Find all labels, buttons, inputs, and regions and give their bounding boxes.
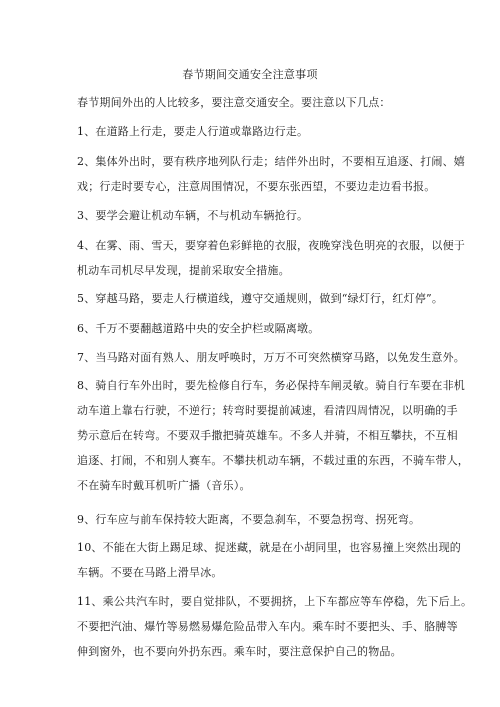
item-7-line-1: 7、当马路对面有熟人、朋友呼唤时，万万不可突然横穿马路，以免发生意外。 xyxy=(77,351,465,364)
item-4 xyxy=(77,233,465,283)
item-8-line-4: 追逐、打闹，不和别人赛车。不攀扶机动车辆，不载过重的东西，不骑车带人， xyxy=(77,454,469,467)
item-10-line-1: 10、不能在大街上踢足球、捉迷藏，就是在小胡同里，也容易撞上突然出现的 xyxy=(77,541,461,554)
item-9-line-1: 9、行车应与前车保持较大距离，不要急刹车，不要急拐弯、拐死弯。 xyxy=(77,513,421,526)
item-1 xyxy=(77,119,437,144)
intro-line: 春节期间外出的人比较多，要注意交通安全。要注意以下几点： xyxy=(77,96,391,109)
item-5 xyxy=(77,286,444,311)
item-11-line-1: 11、乘公共汽车时，要自觉排队，不要拥挤，上下车都应等车停稳，先下后上。 xyxy=(77,595,473,608)
item-8 xyxy=(77,373,469,498)
item-8-line-3: 势示意后在转弯。不要双手撒把骑英雄车。不多人并骑，不相互攀扶，不互相 xyxy=(77,429,458,442)
item-3 xyxy=(77,203,437,228)
item-2 xyxy=(77,149,465,199)
document-title: 春节期间交通安全注意事项 xyxy=(182,68,318,81)
item-11-line-3: 伸到窗外，也不要向外扔东西。乘车时，要注意保护自己的物品。 xyxy=(77,645,402,658)
item-2-line-1: 2、集体外出时，要有秩序地列队行走；结伴外出时，不要相互追逐、打闹、嬉 xyxy=(77,155,465,168)
item-8-line-1: 8、骑自行车外出时，要先检修自行车，务必保持车闸灵敏。骑自行车要在非机 xyxy=(77,379,465,392)
item-4-line-2: 机动车司机尽早发现，提前采取安全措施。 xyxy=(77,264,290,277)
item-1-line-1: 1、在道路上行走，要走人行道或靠路边行走。 xyxy=(77,125,309,138)
item-2-line-2: 戏；行走时要专心，注意周围情况，不要东张西望，不要边走边看书报。 xyxy=(77,180,436,193)
item-7 xyxy=(77,345,465,370)
item-10 xyxy=(77,535,461,585)
item-3-line-1: 3、要学会避让机动车辆，不与机动车辆抢行。 xyxy=(77,209,309,222)
item-6 xyxy=(77,316,437,341)
intro-paragraph xyxy=(77,90,437,115)
item-5-line-1: 5、穿越马路，要走人行横道线，遵守交通规则，做到“绿灯行，红灯停”。 xyxy=(77,292,444,305)
item-11-line-2: 不要把汽油、爆竹等易燃易爆危险品带入车内。乘车时不要把头、手、胳膊等 xyxy=(77,620,458,633)
item-9 xyxy=(77,507,437,532)
item-11 xyxy=(77,589,473,664)
item-8-line-2: 动车道上靠右行驶，不逆行；转弯时要提前减速，看清四周情况，以明确的手 xyxy=(77,404,458,417)
item-4-line-1: 4、在雾、雨、雪天，要穿着色彩鲜艳的衣服，夜晚穿浅色明亮的衣服，以便于 xyxy=(77,239,465,252)
item-10-line-2: 车辆。不要在马路上滑旱冰。 xyxy=(77,566,223,579)
item-8-line-5: 不在骑车时戴耳机听广播（音乐）。 xyxy=(77,479,251,492)
item-6-line-1: 6、千万不要翻越道路中央的安全护栏或隔离墩。 xyxy=(77,322,320,335)
